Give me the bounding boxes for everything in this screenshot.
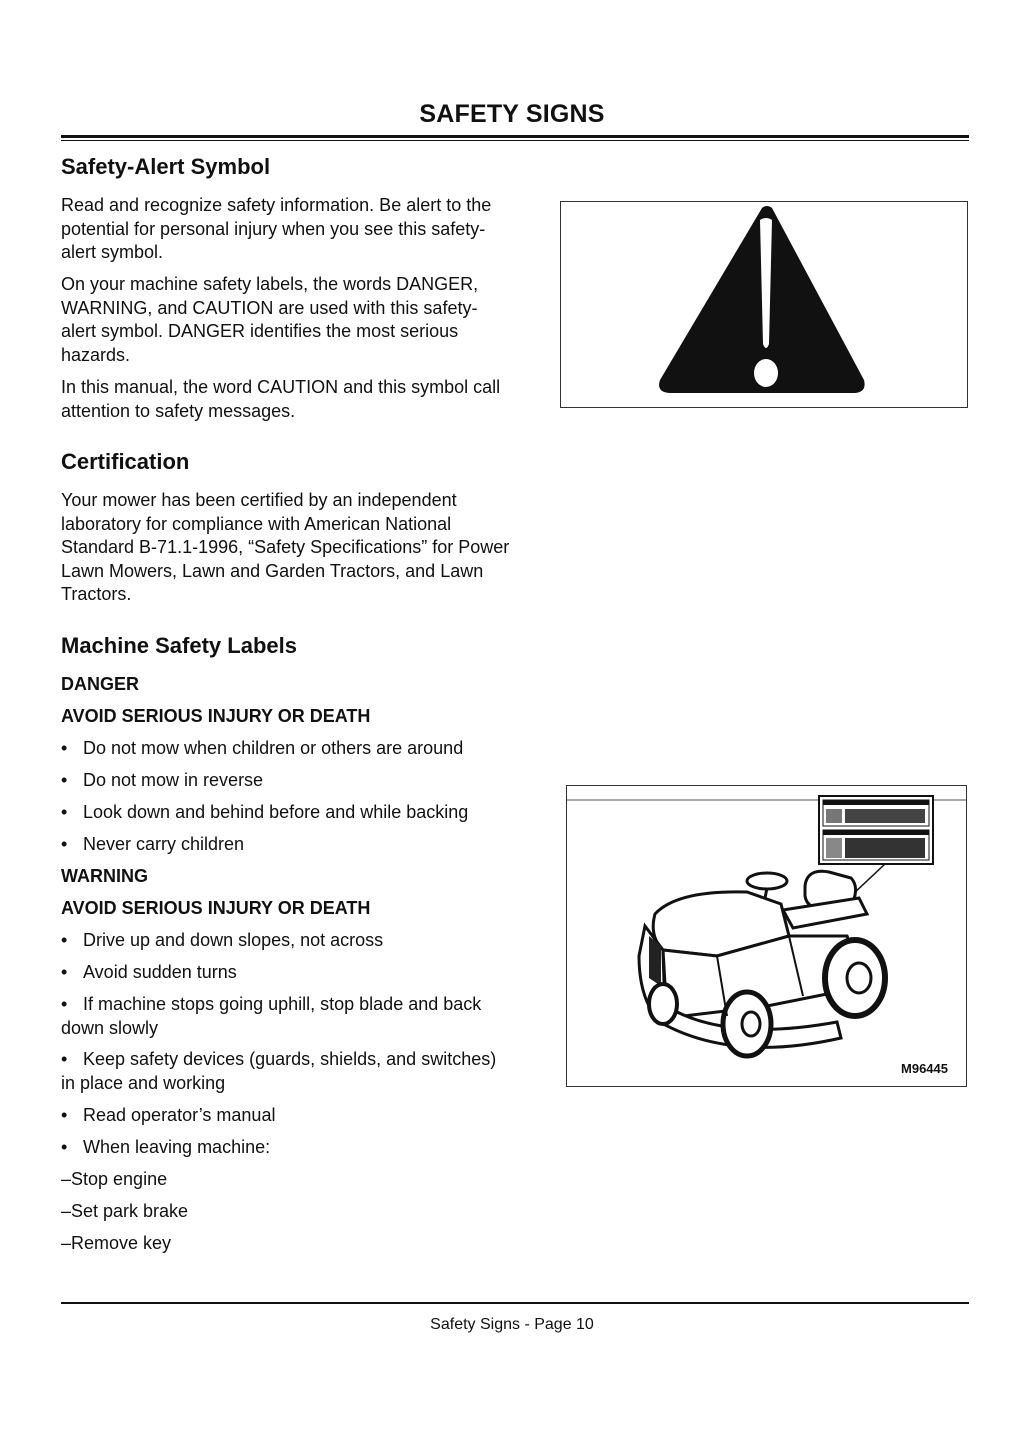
text-line: Tractors. [61,584,132,605]
text-line: Your mower has been certified by an independent [61,490,457,510]
text-line: On your machine safety labels, the words DANGER, [61,274,479,294]
list-item-text: in place and working [61,1072,226,1093]
text-line: hazards. [61,344,131,365]
list-item-text: When leaving machine: [83,1137,271,1157]
text-line: attention to safety messages. [61,400,296,421]
certification-paragraph [61,489,556,607]
sub-list-item: –Stop engine [61,1169,168,1189]
bullet-glyph: • [61,1137,68,1157]
warning-triangle-icon [561,202,967,407]
list-item [61,737,556,761]
bullet-glyph: • [61,802,68,822]
text-line: alert symbol. DANGER identifies the most serious [61,321,459,342]
text-line: In this manual, the word CAUTION and this symbol call [61,377,501,397]
list-item [61,769,556,793]
list-item [61,833,556,857]
text-line: alert symbol. [61,242,164,263]
warning-subheading: AVOID SERIOUS INJURY OR DEATH [61,898,371,918]
bullet-glyph: • [61,770,68,790]
list-item-text: Keep safety devices (guards, shields, and switches) [83,1049,497,1069]
danger-label: DANGER [61,674,140,694]
page-footer: Safety Signs - Page 10 [430,1316,594,1333]
text-line: WARNING, and CAUTION are used with this safety- [61,297,478,318]
tractor-illustration [567,786,966,1086]
list-item-text: Read operator’s manual [83,1105,276,1125]
tractor-label-figure [566,785,967,1087]
sub-list-item: –Remove key [61,1233,172,1253]
list-item [61,961,556,985]
figure-code: M96445 [901,1061,948,1076]
danger-subheading: AVOID SERIOUS INJURY OR DEATH [61,706,371,726]
heading-safety-alert: Safety-Alert Symbol [61,154,271,179]
bullet-glyph: • [61,962,68,982]
list-item [61,1048,556,1095]
text-line: laboratory for compliance with American National [61,513,452,534]
title-rule-thin [61,140,969,141]
bullet-glyph: • [61,994,68,1014]
alert-paragraph-1 [61,194,556,265]
bullet-glyph: • [61,1049,68,1069]
list-item-text: Never carry children [83,834,245,854]
title-rule [61,135,969,138]
text-line: potential for personal injury when you see this safety- [61,218,486,239]
sub-list-item: –Set park brake [61,1201,189,1221]
safety-decal-icon [819,796,933,864]
alert-paragraph-3 [61,376,556,423]
list-item [61,801,556,825]
list-item-text: Avoid sudden turns [83,962,237,982]
bullet-glyph: • [61,738,68,758]
list-item-text: down slowly [61,1017,159,1038]
footer-rule [61,1302,969,1304]
bullet-glyph: • [61,834,68,854]
list-item-text: Look down and behind before and while backing [83,802,469,822]
bullet-glyph: • [61,930,68,950]
list-item-text: Do not mow in reverse [83,770,264,790]
bullet-glyph: • [61,1105,68,1125]
list-item [61,993,556,1040]
list-item-text: Drive up and down slopes, not across [83,930,384,950]
list-item-text: If machine stops going uphill, stop blade and back [83,994,482,1014]
heading-machine-safety-labels: Machine Safety Labels [61,633,297,658]
safety-alert-figure [560,201,968,408]
alert-paragraph-2 [61,273,556,367]
list-item [61,1136,556,1160]
page-title: SAFETY SIGNS [419,100,605,128]
warning-label: WARNING [61,866,148,886]
list-item [61,1104,556,1128]
list-item-text: Do not mow when children or others are around [83,738,464,758]
list-item [61,929,556,953]
text-line: Lawn Mowers, Lawn and Garden Tractors, and Lawn [61,560,484,581]
heading-certification: Certification [61,449,190,474]
text-line: Read and recognize safety information. Be alert to the [61,195,492,215]
text-line: Standard B-71.1-1996, “Safety Specifications” for Power [61,537,510,558]
